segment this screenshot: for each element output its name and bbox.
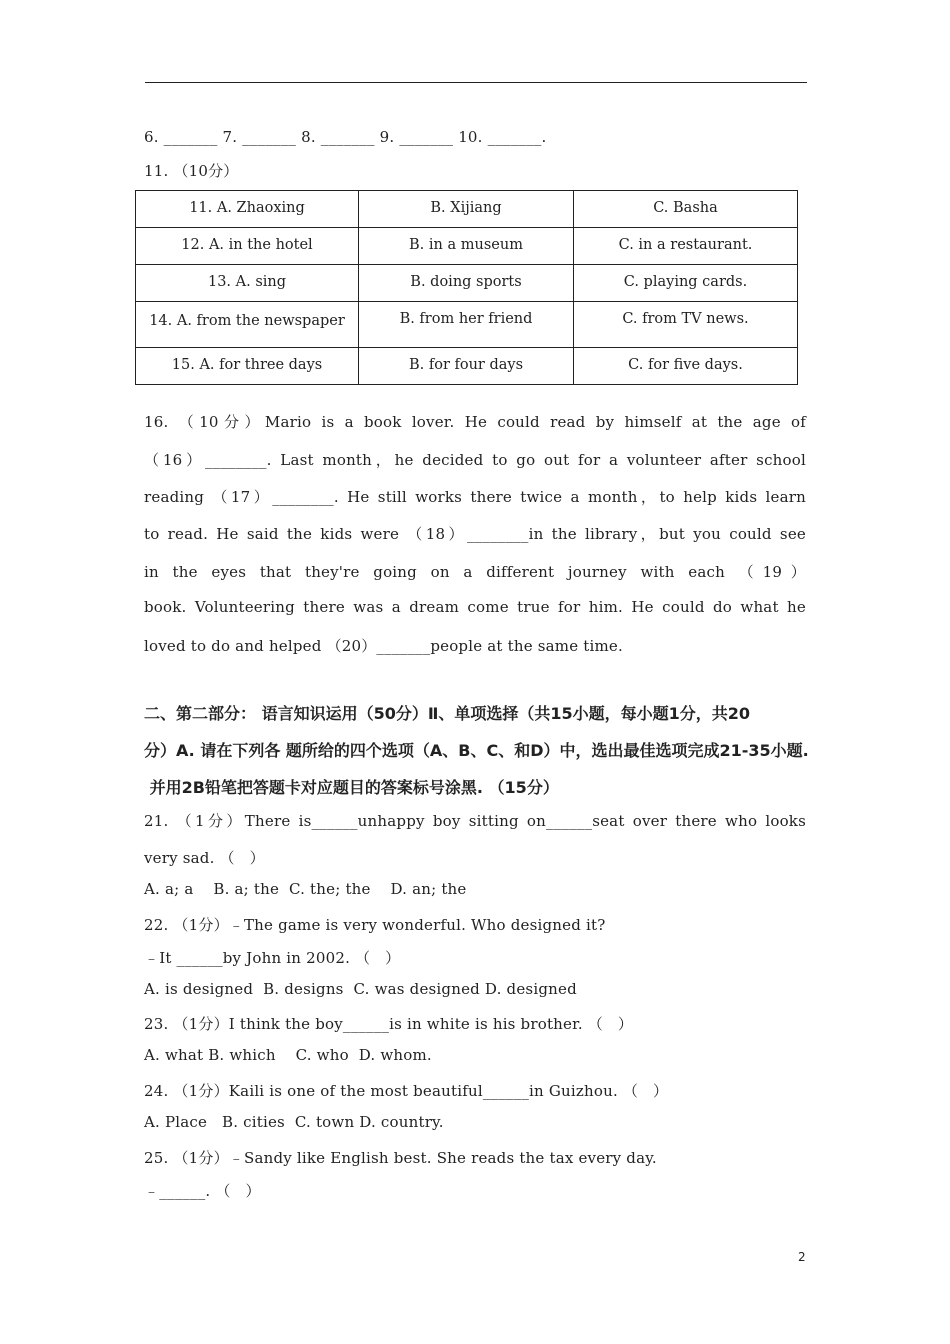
q22-stem: 22. （1分）﹣The game is very wonderful. Who designed it? [144, 916, 606, 934]
q16-line: 16. （10分）Mario is a book lover. He could read by himself at the age of [144, 413, 806, 431]
q16-line: book. Volunteering there was a dream come true for him. He could do what he [144, 598, 806, 616]
table-cell: C. for five days. [574, 348, 798, 385]
table-cell: B. in a museum [359, 228, 574, 265]
table-row [136, 228, 798, 265]
page-number: 2 [798, 1250, 806, 1264]
q24-stem: 24. （1分）Kaili is one of the most beautiful______in Guizhou. （ ） [144, 1082, 669, 1100]
q21-options: A. a; a B. a; the C. the; the D. an; the [144, 880, 467, 898]
q25-stem: 25. （1分）﹣Sandy like English best. She reads the tax every day. [144, 1149, 657, 1167]
q23-stem: 23. （1分）I think the boy______is in white is his brother. （ ） [144, 1015, 634, 1033]
q24-options: A. Place B. cities C. town D. country. [144, 1113, 444, 1131]
q22-stem: ﹣It ______by John in 2002. （ ） [144, 949, 401, 967]
q21-stem: very sad. （ ） [144, 849, 265, 867]
header-rule [145, 82, 807, 83]
q22-options: A. is designed B. designs C. was designed D. designed [144, 980, 577, 998]
table-row [136, 265, 798, 302]
table-cell: B. Xijiang [359, 191, 574, 228]
table-cell: 13. A. sing [136, 265, 359, 302]
q16-line: loved to do and helped （20）_______people at the same time. [144, 637, 623, 655]
q16-line: to read. He said the kids were （18）________in the library，but you could see [144, 525, 806, 543]
q23-options: A. what B. which C. who D. whom. [144, 1046, 432, 1064]
table-row [136, 302, 798, 348]
table-cell: 12. A. in the hotel [136, 228, 359, 265]
q21-stem: 21. （1分）There is______unhappy boy sitting on______seat over there who looks [144, 812, 806, 830]
q11-header: 11. （10分） [144, 162, 239, 180]
part2-heading: 并用2B铅笔把答题卡对应题目的答案标号涂黑. （15分） [144, 778, 559, 797]
part2-heading: 分）A. 请在下列各 题所给的四个选项（A、B、C、和D）中，选出最佳选项完成21-35小题. [144, 741, 809, 760]
q16-line: in the eyes that they're going on a different journey with each （19） [144, 563, 806, 581]
table-cell: 15. A. for three days [136, 348, 359, 385]
table-row [136, 348, 798, 385]
blanks-6-10: 6. _______ 7. _______ 8. _______ 9. _______ 10. _______. [144, 128, 547, 146]
table-cell: 14. A. from the newspaper [136, 302, 359, 348]
table-cell: B. for four days [359, 348, 574, 385]
part2-heading: 二、第二部分： 语言知识运用（50分）Ⅱ、单项选择（共15小题，每小题1分，共20 [144, 704, 751, 723]
table-cell: 11. A. Zhaoxing [136, 191, 359, 228]
table-cell: B. from her friend [359, 302, 574, 348]
table-cell: C. in a restaurant. [574, 228, 798, 265]
listening-options-table [135, 190, 798, 385]
q16-line: reading （17）________. He still works there twice a month，to help kids learn [144, 488, 806, 506]
q16-line: （16）________. Last month，he decided to go out for a volunteer after school [144, 451, 806, 469]
table-cell: C. Basha [574, 191, 798, 228]
table-cell: C. playing cards. [574, 265, 798, 302]
table-cell: B. doing sports [359, 265, 574, 302]
q25-stem: ﹣______. （ ） [144, 1182, 261, 1200]
table-cell: C. from TV news. [574, 302, 798, 348]
table-row [136, 191, 798, 228]
